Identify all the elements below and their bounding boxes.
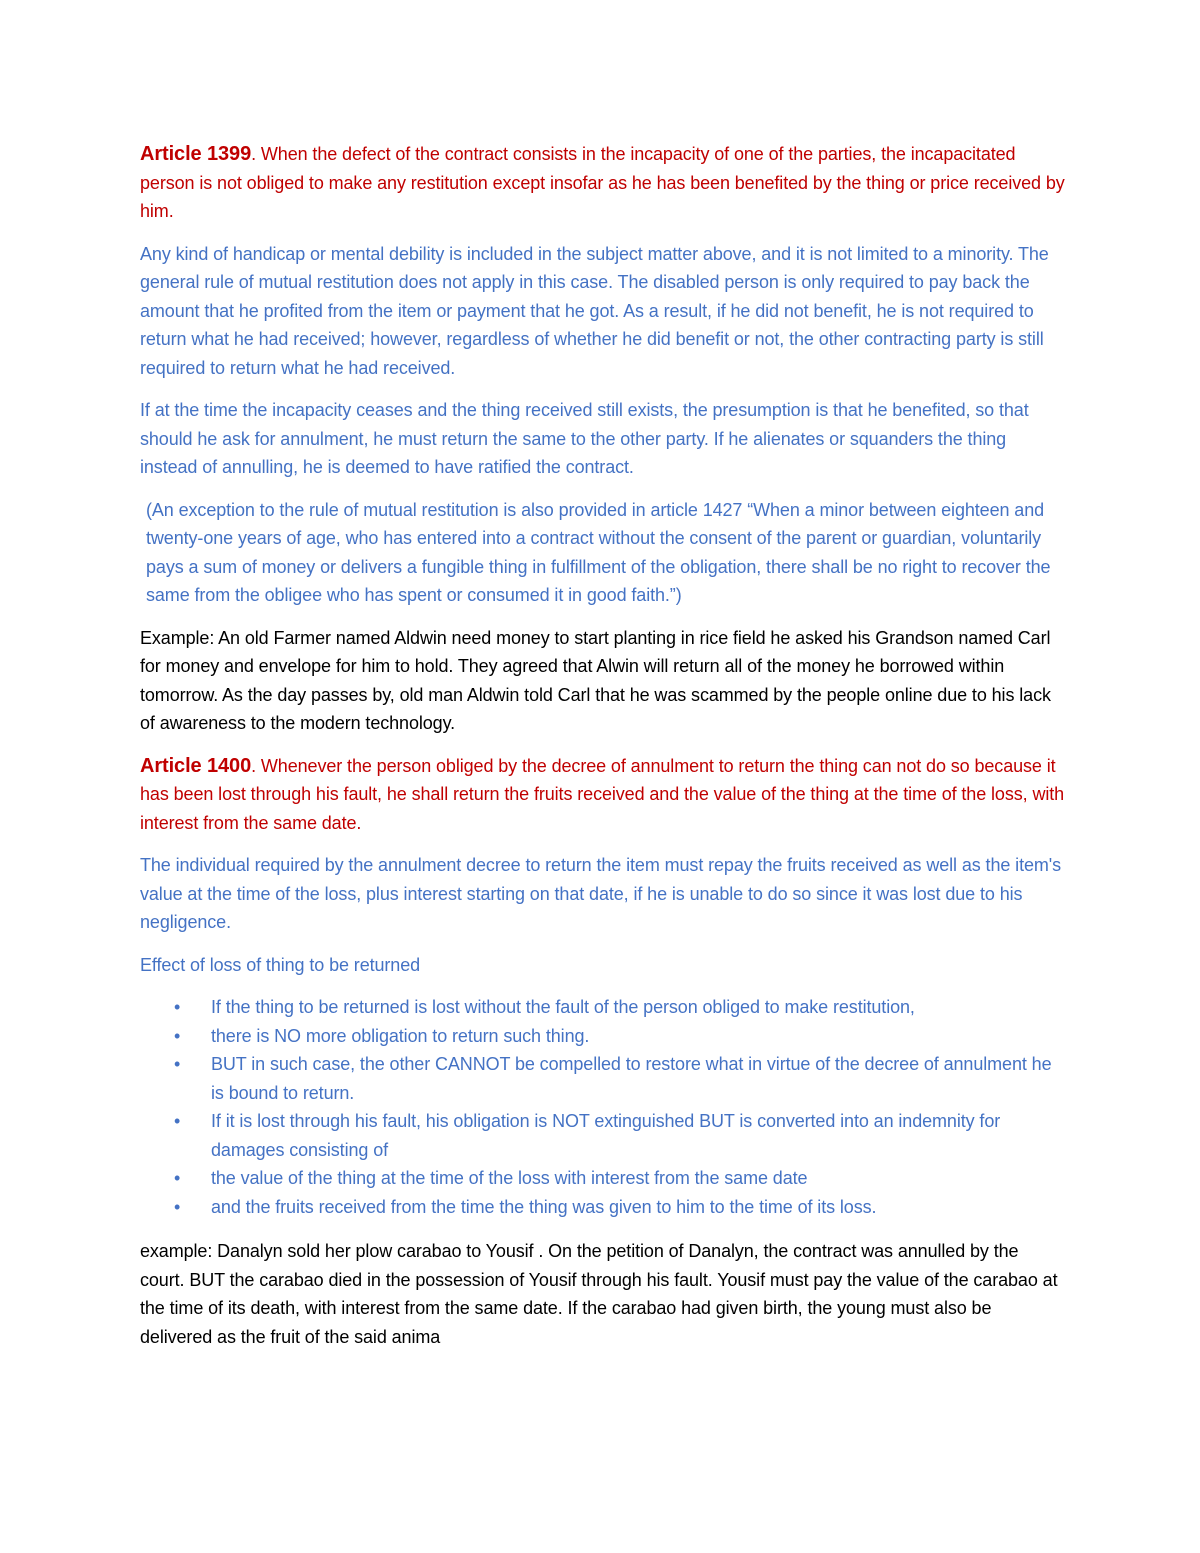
article-1400-label: Article 1400 — [140, 754, 252, 777]
list-item — [140, 1107, 1065, 1164]
article-1399-explanation: Any kind of handicap or mental debility is included in the subject matter above, and it is not limited to a minority. The general rule of mutual restitution does not apply in this case. The disabled person is only required to pay back the amount that he profited from the item or payment that he got. As a result, if he did not benefit, he is not required to return what he had received; however, regardless of whether he did benefit or not, the other contracting party is still required to return what he had received. — [140, 243, 1049, 378]
list-item — [140, 1050, 1065, 1107]
effects-list — [140, 993, 1065, 1221]
article-1399-presumption: If at the time the incapacity ceases and the thing received still exists, the presumption is that he benefited, so that should he ask for annulment, he must return the same to the other party. If he alienates or squanders the thing instead of annulling, he is deemed to have ratified the contract. — [140, 400, 1029, 477]
list-item — [140, 993, 1065, 1022]
effects-heading: Effect of loss of thing to be returned — [140, 954, 421, 975]
bullet-icon: • — [174, 1025, 181, 1046]
document-page — [140, 140, 1065, 1365]
article-1400-text: . Whenever the person obliged by the decree of annulment to return the thing can not do so because it has been lost through his fault, he shall return the fruits received and the value of the thing at the time of the loss, with interest from the same date. — [140, 755, 1065, 833]
list-item-text: If it is lost through his fault, his obligation is NOT extinguished BUT is converted into an indemnity for damages consisting of — [211, 1111, 1001, 1160]
article-1400-paragraph — [140, 752, 1065, 838]
list-item-text: there is NO more obligation to return such thing. — [211, 1025, 590, 1046]
list-item — [140, 1164, 1065, 1193]
bullet-icon: • — [174, 1196, 181, 1217]
bullet-icon: • — [174, 1168, 181, 1188]
article-1399-example: Example: An old Farmer named Aldwin need money to start planting in rice field he asked his Grandson named Carl for money and envelope for him to hold. They agreed that Alwin will return all of the money he borrowed within tomorrow. As the day passes by, old man Aldwin told Carl that he was scammed by the people online due to his lack of awareness to the modern technology. — [140, 627, 1051, 733]
article-1399-label: Article 1399 — [140, 143, 252, 165]
bullet-icon: • — [174, 997, 181, 1017]
list-item-text: the value of the thing at the time of the loss with interest from the same date — [211, 1168, 808, 1188]
article-1399-paragraph — [140, 140, 1065, 226]
list-item — [140, 1193, 1065, 1222]
bullet-icon: • — [174, 1111, 181, 1131]
article-1400-example: example: Danalyn sold her plow carabao to Yousif . On the petition of Danalyn, the contract was annulled by the court. BUT the carabao died in the possession of Yousif through his fault. Yousif must pay the value of the carabao at the time of its death, with interest from the same date. If the carabao had given birth, the young must also be delivered as the fruit of the said anima — [140, 1241, 1058, 1347]
bullet-icon: • — [174, 1054, 181, 1074]
article-1399-exception: (An exception to the rule of mutual restitution is also provided in article 1427 “When a minor between eighteen and twenty-one years of age, who has entered into a contract without the consent of the parent or guardian, voluntarily pays a sum of money or delivers a fungible thing in fulfillment of the obligation, there shall be no right to recover the same from the obligee who has spent or consumed it in good faith.”) — [146, 499, 1051, 605]
list-item-text: and the fruits received from the time the thing was given to him to the time of its loss. — [211, 1196, 877, 1217]
article-1400-explanation: The individual required by the annulment decree to return the item must repay the fruits received as well as the item's value at the time of the loss, plus interest starting on that date, if he is unable to do so since it was lost due to his negligence. — [140, 855, 1062, 932]
article-1399-text: . When the defect of the contract consists in the incapacity of one of the parties, the incapacitated person is not obliged to make any restitution except insofar as he has been benefited by the thing or price received by him. — [140, 144, 1065, 221]
list-item-text: If the thing to be returned is lost without the fault of the person obliged to make restitution, — [211, 997, 915, 1017]
list-item-text: BUT in such case, the other CANNOT be compelled to restore what in virtue of the decree of annulment he is bound to return. — [211, 1054, 1052, 1103]
list-item — [140, 1022, 1065, 1051]
